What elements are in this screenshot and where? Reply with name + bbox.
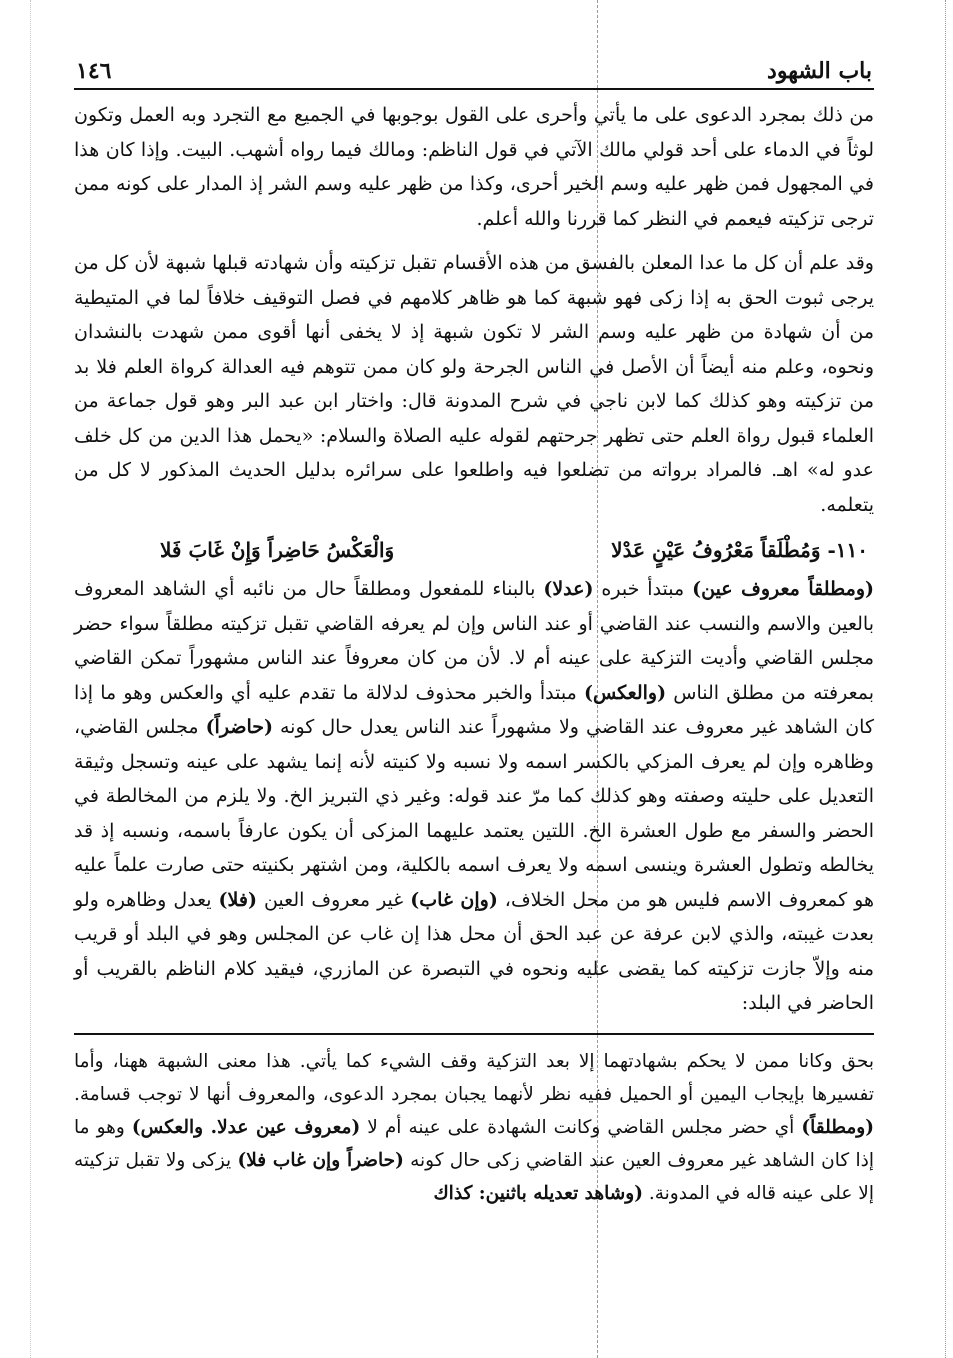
commentary-term-ghab: (وإن غاب) [410,888,498,911]
chapter-title: باب الشهود [767,58,872,84]
paragraph-1: من ذلك بمجرد الدعوى على ما يأتي وأحرى على القول بوجوبها في الجميع مع التجرد وبه العمل وتكون لوثاً في الدماء على أحد قولي مالك الآتي في قول الناظم: ومالك فيما رواه أشهب. البيت. وإذا كان هذا في المجهول فمن ظهر عليه وسم الخير أحرى، وكذا من ظهر عليه وسم الشر إذ المدار على كونه ممن ترجى تزكيته فيعمم في النظر كما قررنا والله أعلم. [74,104,874,230]
verse-hemistich-1: ١١٠- وَمُطْلَقاً مَعْرُوفُ عَيْنٍ عَدْلا [611,538,868,562]
footnote-term: (حاضراً وإن غاب فلا) [237,1149,404,1171]
footnote-block [74,1045,874,1210]
footnote-term: (ومطلقاً) [801,1116,874,1138]
scan-edge-right [945,0,946,1358]
footnote-text: أي حضر مجلس القاضي وكانت الشهادة على عينه أم لا [360,1116,802,1138]
footnote-text: يزكى ولا تقبل تزكيته إلا على عينه قاله في المدونة. [74,1149,874,1204]
book-page [74,38,874,1338]
footnote-separator [74,1033,874,1035]
commentary-text: مبتدأ خبره [593,578,693,600]
running-header [74,38,874,90]
commentary-term-lead: (ومطلقاً معروف عين) [692,578,874,600]
paragraph-2: وقد علم أن كل ما عدا المعلن بالفسق من هذه الأقسام تقبل تزكيته وأن شهادته قبلها شبهة لأن كل من يرجى ثبوت الحق به إذا زكى فهو شبهة كما هو ظاهر كلامهم في فصل التوقيف خلافاً لما في المتيطية من أن شهادة من ظهر عليه وسم الشر لا تكون شبهة إذ لا يخفى أنها أقوى ممن شهدت بالنشدان ونحوه، وعلم منه أيضاً أن الأصل في الناس الجرحة ولو كان ممن تتوهم فيه العدالة كرواة العلم فلا بد من تزكيته وهو كذلك كما لابن ناجي في شرح المدونة قال: واختار ابن عبد البر وهو قول جماعة من العلماء قبول رواة العلم حتى تظهر جرحتهم لقوله عليه الصلاة والسلام: «يحمل هذا الدين من كل خلف عدو له» اهـ. فالمراد برواته من تضلعوا فيه واطلعوا على سرائره بدليل الحديث المذكور لا كل من يتعلمه. [74,252,874,516]
commentary-text: يعدل وظاهره ولو بعدت غيبته، والذي لابن عرفة عن عبد الحق أن محل هذا إن غاب عن المجلس وهو في البلد أو قريب منه وإلاّ جازت تزكيته كما يقضى عليه ونحوه في التبصرة عن المازري، فيقيد كلام الناظم بالقريب أو الحاضر في البلد: [74,888,874,1014]
footnote-term: (معروف عين عدلا. والعكس) [131,1116,361,1138]
page-number: ١٤٦ [76,58,112,84]
scan-edge-left [30,0,31,1358]
footnote-text: بحق وكانا ممن لا يحكم بشهادتهما إلا بعد التزكية وقف الشيء كما يأتي. هذا معنى الشبهة ههنا، وأما تفسيرها بإيجاب اليمين أو الحميل ففيه نظر لأنهما يجبان بمجرد الدعوى، والمعروف أنها لا توجب قسامة. [74,1050,874,1105]
commentary-text: مبتدأ والخبر محذوف لدلالة ما تقدم عليه أي والعكس وهو ما إذا كان الشاهد غير معروف عند القاضي ولا مشهوراً عند الناس يعدل حال كونه [74,681,874,738]
commentary-text: بالبناء للمفعول ومطلقاً حال من نائبه أي الشاهد المعروف بالعين والاسم والنسب عند القاضي أو عند الناس وإن لم يعرفه القاضي تقبل تزكيته مطلقاً سواء حضر مجلس القاضي وأديت التزكية على عينه أم لا. لأن من كان معروفاً عند الناس مشهوراً تمكن القاضي بمعرفته من مطلق الناس [74,578,875,704]
commentary-text: غير معروف العين [256,888,411,911]
commentary-paragraph [74,572,874,1021]
footnote-term: (وشاهد تعديله باثنين: كذاك [433,1182,643,1204]
poem-verse [74,532,874,568]
footnote-text: وهو ما إذا كان الشاهد غير معروف العين عند القاضي زكى حال كونه [74,1116,874,1171]
main-text [74,98,874,1021]
commentary-text: مجلس القاضي، وظاهره وإن لم يعرف المزكي بالكسر اسمه ولا نسبه ولا كنيته لأنه إنما يشهد على عينه وتسجل وثيقة التعديل على حليته وصفته وهو كذلك كما مرّ عند قوله: وغير ذي التبريز الخ. ولا يلزم من المخالطة في الحضر والسفر مع طول العشرة الخ. اللتين يعتمد عليهما المزكى أن يكون عارفاً باسمه، ونسبه إذ قد يخالطه وتطول العشرة وينسى اسمه ولا يعرف اسمه بالكلية، ومن اشتهر بكنيته حتى صارت علماً عليه هو كمعروف الاسم فليس هو من محل الخلاف، [74,716,874,911]
verse-hemistich-2: وَالْعَكْسُ حَاضِراً وَإِنْ غَابَ فَلا [160,538,395,562]
commentary-term-hadiran: (حاضراً) [205,716,273,738]
footnote-paragraph [74,1045,874,1210]
commentary-term-adlan: (عدلا) [543,578,594,600]
commentary-term-aks: (والعكس) [583,681,667,704]
commentary-term-fala: (فلا) [218,888,257,911]
